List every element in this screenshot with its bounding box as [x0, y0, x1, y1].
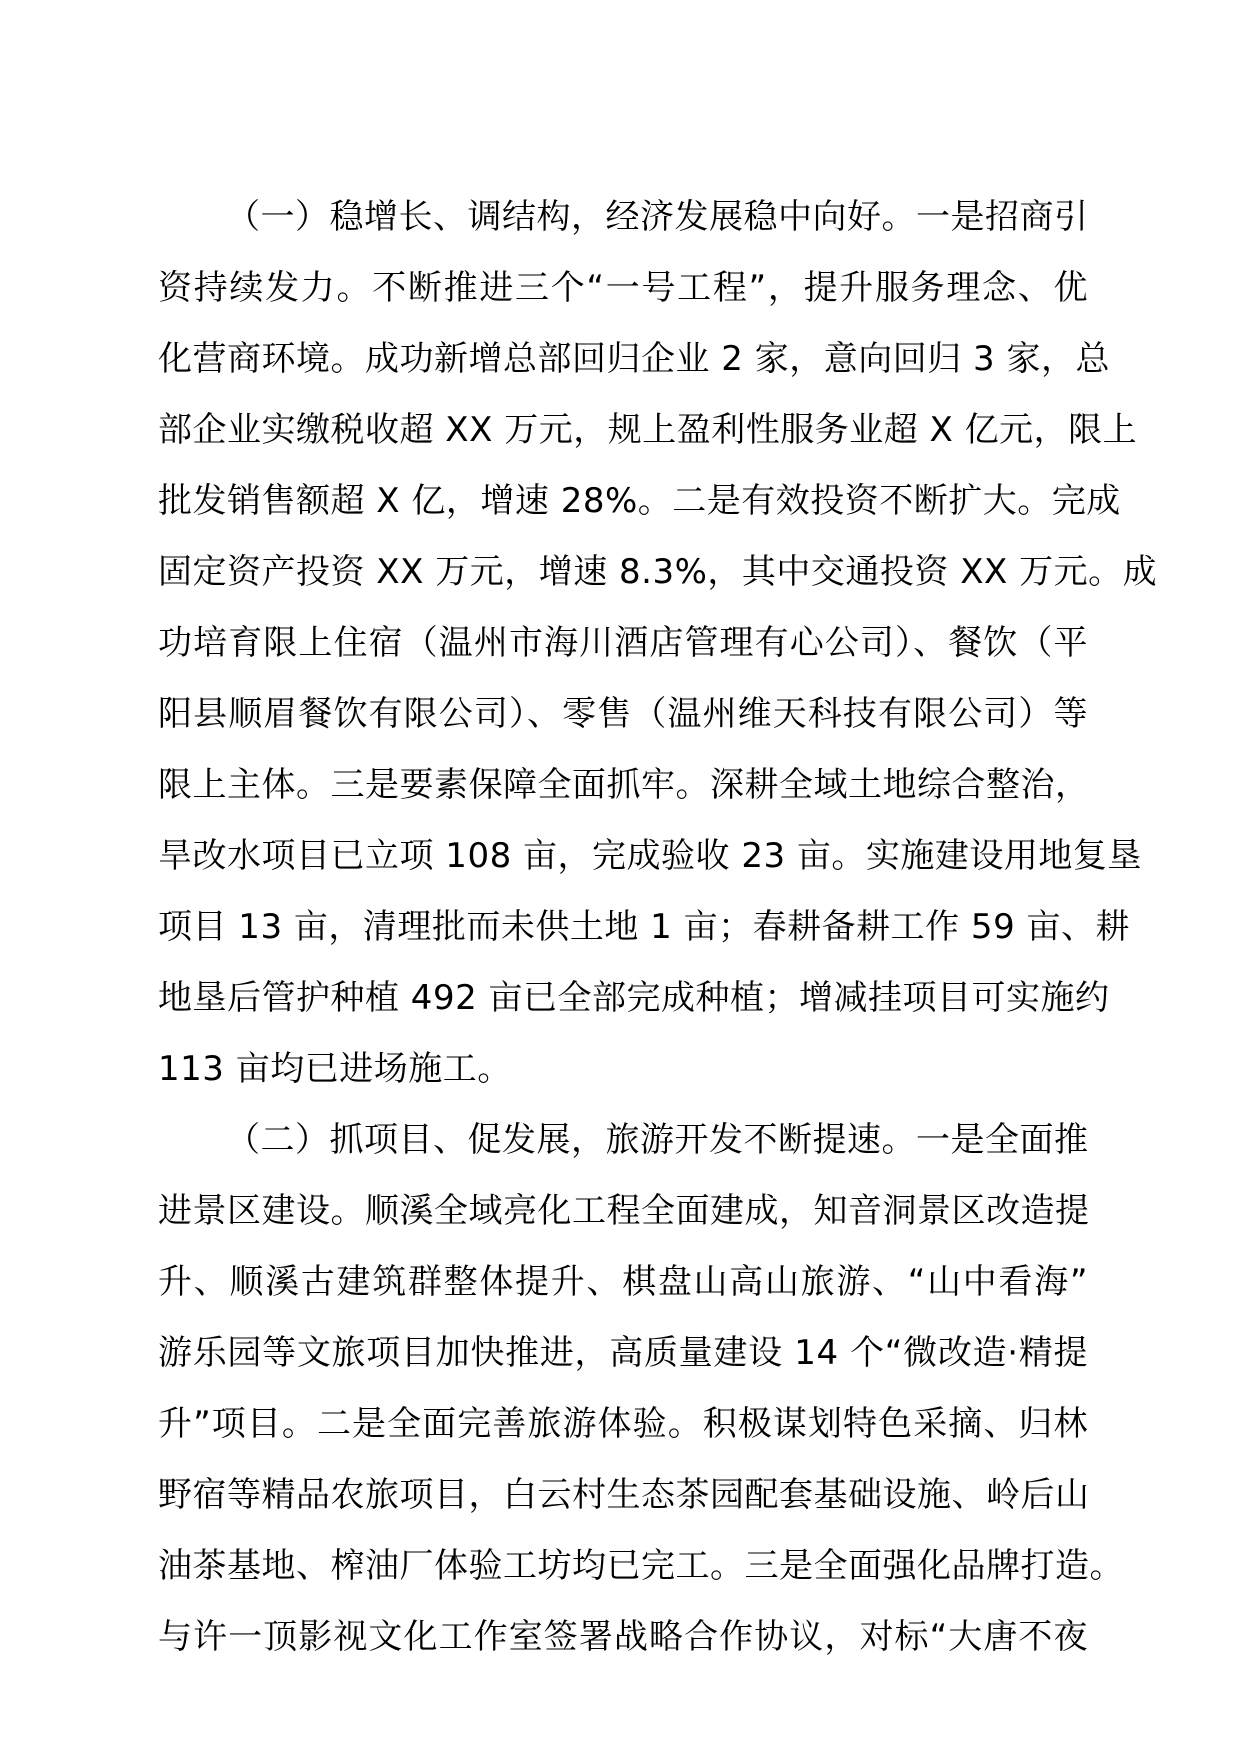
paragraph-1-line-12: 地垦后管护种植 492 亩已全部完成种植；增减挂项目可实施约: [158, 978, 1110, 1018]
paragraph-2-line-4: 游乐园等文旅项目加快推进，高质量建设 14 个“微改造·精提: [158, 1333, 1088, 1373]
paragraph-2-line-6: 野宿等精品农旅项目，白云村生态茶园配套基础设施、岭后山: [158, 1475, 1090, 1515]
paragraph-1-line-10: 旱改水项目已立项 108 亩，完成验收 23 亩。实施建设用地复垦: [158, 836, 1142, 876]
document-body: [158, 182, 1158, 1673]
paragraph-1-line-7: 功培育限上住宿（温州市海川酒店管理有心公司）、餐饮（平: [158, 623, 1088, 663]
paragraph-1-line-13: 113 亩均已进场施工。: [158, 1049, 512, 1089]
paragraph-2-line-1: （二）抓项目、促发展，旅游开发不断提速。一是全面推: [226, 1120, 1089, 1160]
paragraph-2-line-8: 与许一顶影视文化工作室签署战略合作协议，对标“大唐不夜: [158, 1617, 1088, 1657]
paragraph-1-line-11: 项目 13 亩，清理批而未供土地 1 亩；春耕备耕工作 59 亩、耕: [158, 907, 1131, 947]
paragraph-1-line-3: 化营商环境。成功新增总部回归企业 2 家，意向回归 3 家，总: [158, 339, 1110, 379]
paragraph-2-line-7: 油茶基地、榨油厂体验工坊均已完工。三是全面强化品牌打造。: [158, 1546, 1124, 1586]
paragraph-1-line-9: 限上主体。三是要素保障全面抓牢。深耕全域土地综合整治，: [158, 765, 1090, 805]
paragraph-1-line-8: 阳县顺眉餐饮有限公司）、零售（温州维天科技有限公司）等: [158, 694, 1088, 734]
paragraph-1-line-5: 批发销售额超 X 亿，增速 28%。二是有效投资不断扩大。完成: [158, 481, 1121, 521]
paragraph-2-line-2: 进景区建设。顺溪全域亮化工程全面建成，知音洞景区改造提: [158, 1191, 1090, 1231]
paragraph-2-line-3: 升、顺溪古建筑群整体提升、棋盘山高山旅游、“山中看海”: [158, 1262, 1088, 1302]
paragraph-1-line-4: 部企业实缴税收超 XX 万元，规上盈利性服务业超 X 亿元，限上: [158, 410, 1138, 450]
paragraph-1-line-2: 资持续发力。不断推进三个“一号工程”，提升服务理念、优: [158, 268, 1088, 308]
paragraph-1-line-1: （一）稳增长、调结构，经济发展稳中向好。一是招商引: [226, 197, 1089, 237]
paragraph-2-line-5: 升”项目。二是全面完善旅游体验。积极谋划特色采摘、归林: [158, 1404, 1088, 1444]
paragraph-1-line-6: 固定资产投资 XX 万元，增速 8.3%，其中交通投资 XX 万元。成: [158, 552, 1158, 592]
